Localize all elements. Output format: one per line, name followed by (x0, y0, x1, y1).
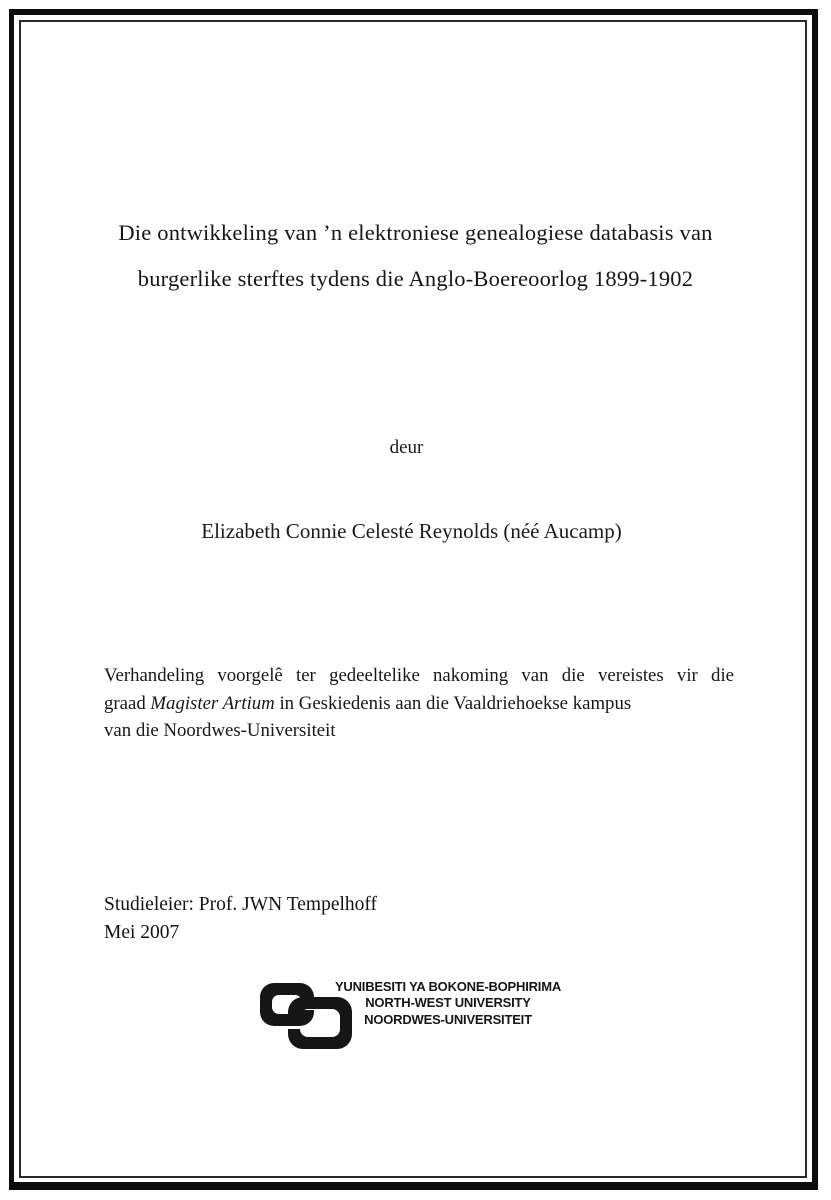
logo-name-english: NORTH-WEST UNIVERSITY (365, 995, 531, 1011)
thesis-title (40, 210, 791, 302)
logo-name-setswana: YUNIBESITI YA BOKONE-BOPHIRIMA (334, 979, 562, 994)
date-line: Mei 2007 (104, 922, 180, 943)
statement-line-1: Verhandeling voorgelê ter gedeeltelike nakoming van die vereistes vir die (104, 665, 734, 686)
statement-line-2-suffix: in Geskiedenis aan die Vaaldriehoekse kampus (274, 692, 632, 714)
statement-line-2-prefix: graad (104, 692, 151, 714)
supervisor-line: Studieleier: Prof. JWN Tempelhoff (104, 894, 378, 915)
author-name: Elizabeth Connie Celesté Reynolds (néé Aucamp) (201, 519, 622, 543)
university-logo-wordmark (320, 979, 576, 1028)
thesis-title-line-2: burgerlike sterftes tydens die Anglo-Boereoorlog 1899-1902 (137, 266, 694, 291)
supervisor-block (104, 891, 377, 947)
byline: deur (389, 437, 424, 458)
logo-name-afrikaans: NOORDWES-UNIVERSITEIT (364, 1011, 532, 1027)
thesis-title-line-1: Die ontwikkeling van ’n elektroniese genealogiese databasis van (118, 220, 713, 245)
submission-statement (104, 662, 734, 745)
statement-line-2 (104, 690, 734, 718)
statement-line-3: van die Noordwes-Universiteit (104, 720, 336, 742)
degree-name: Magister Artium (150, 692, 275, 714)
university-logo (258, 970, 588, 1055)
